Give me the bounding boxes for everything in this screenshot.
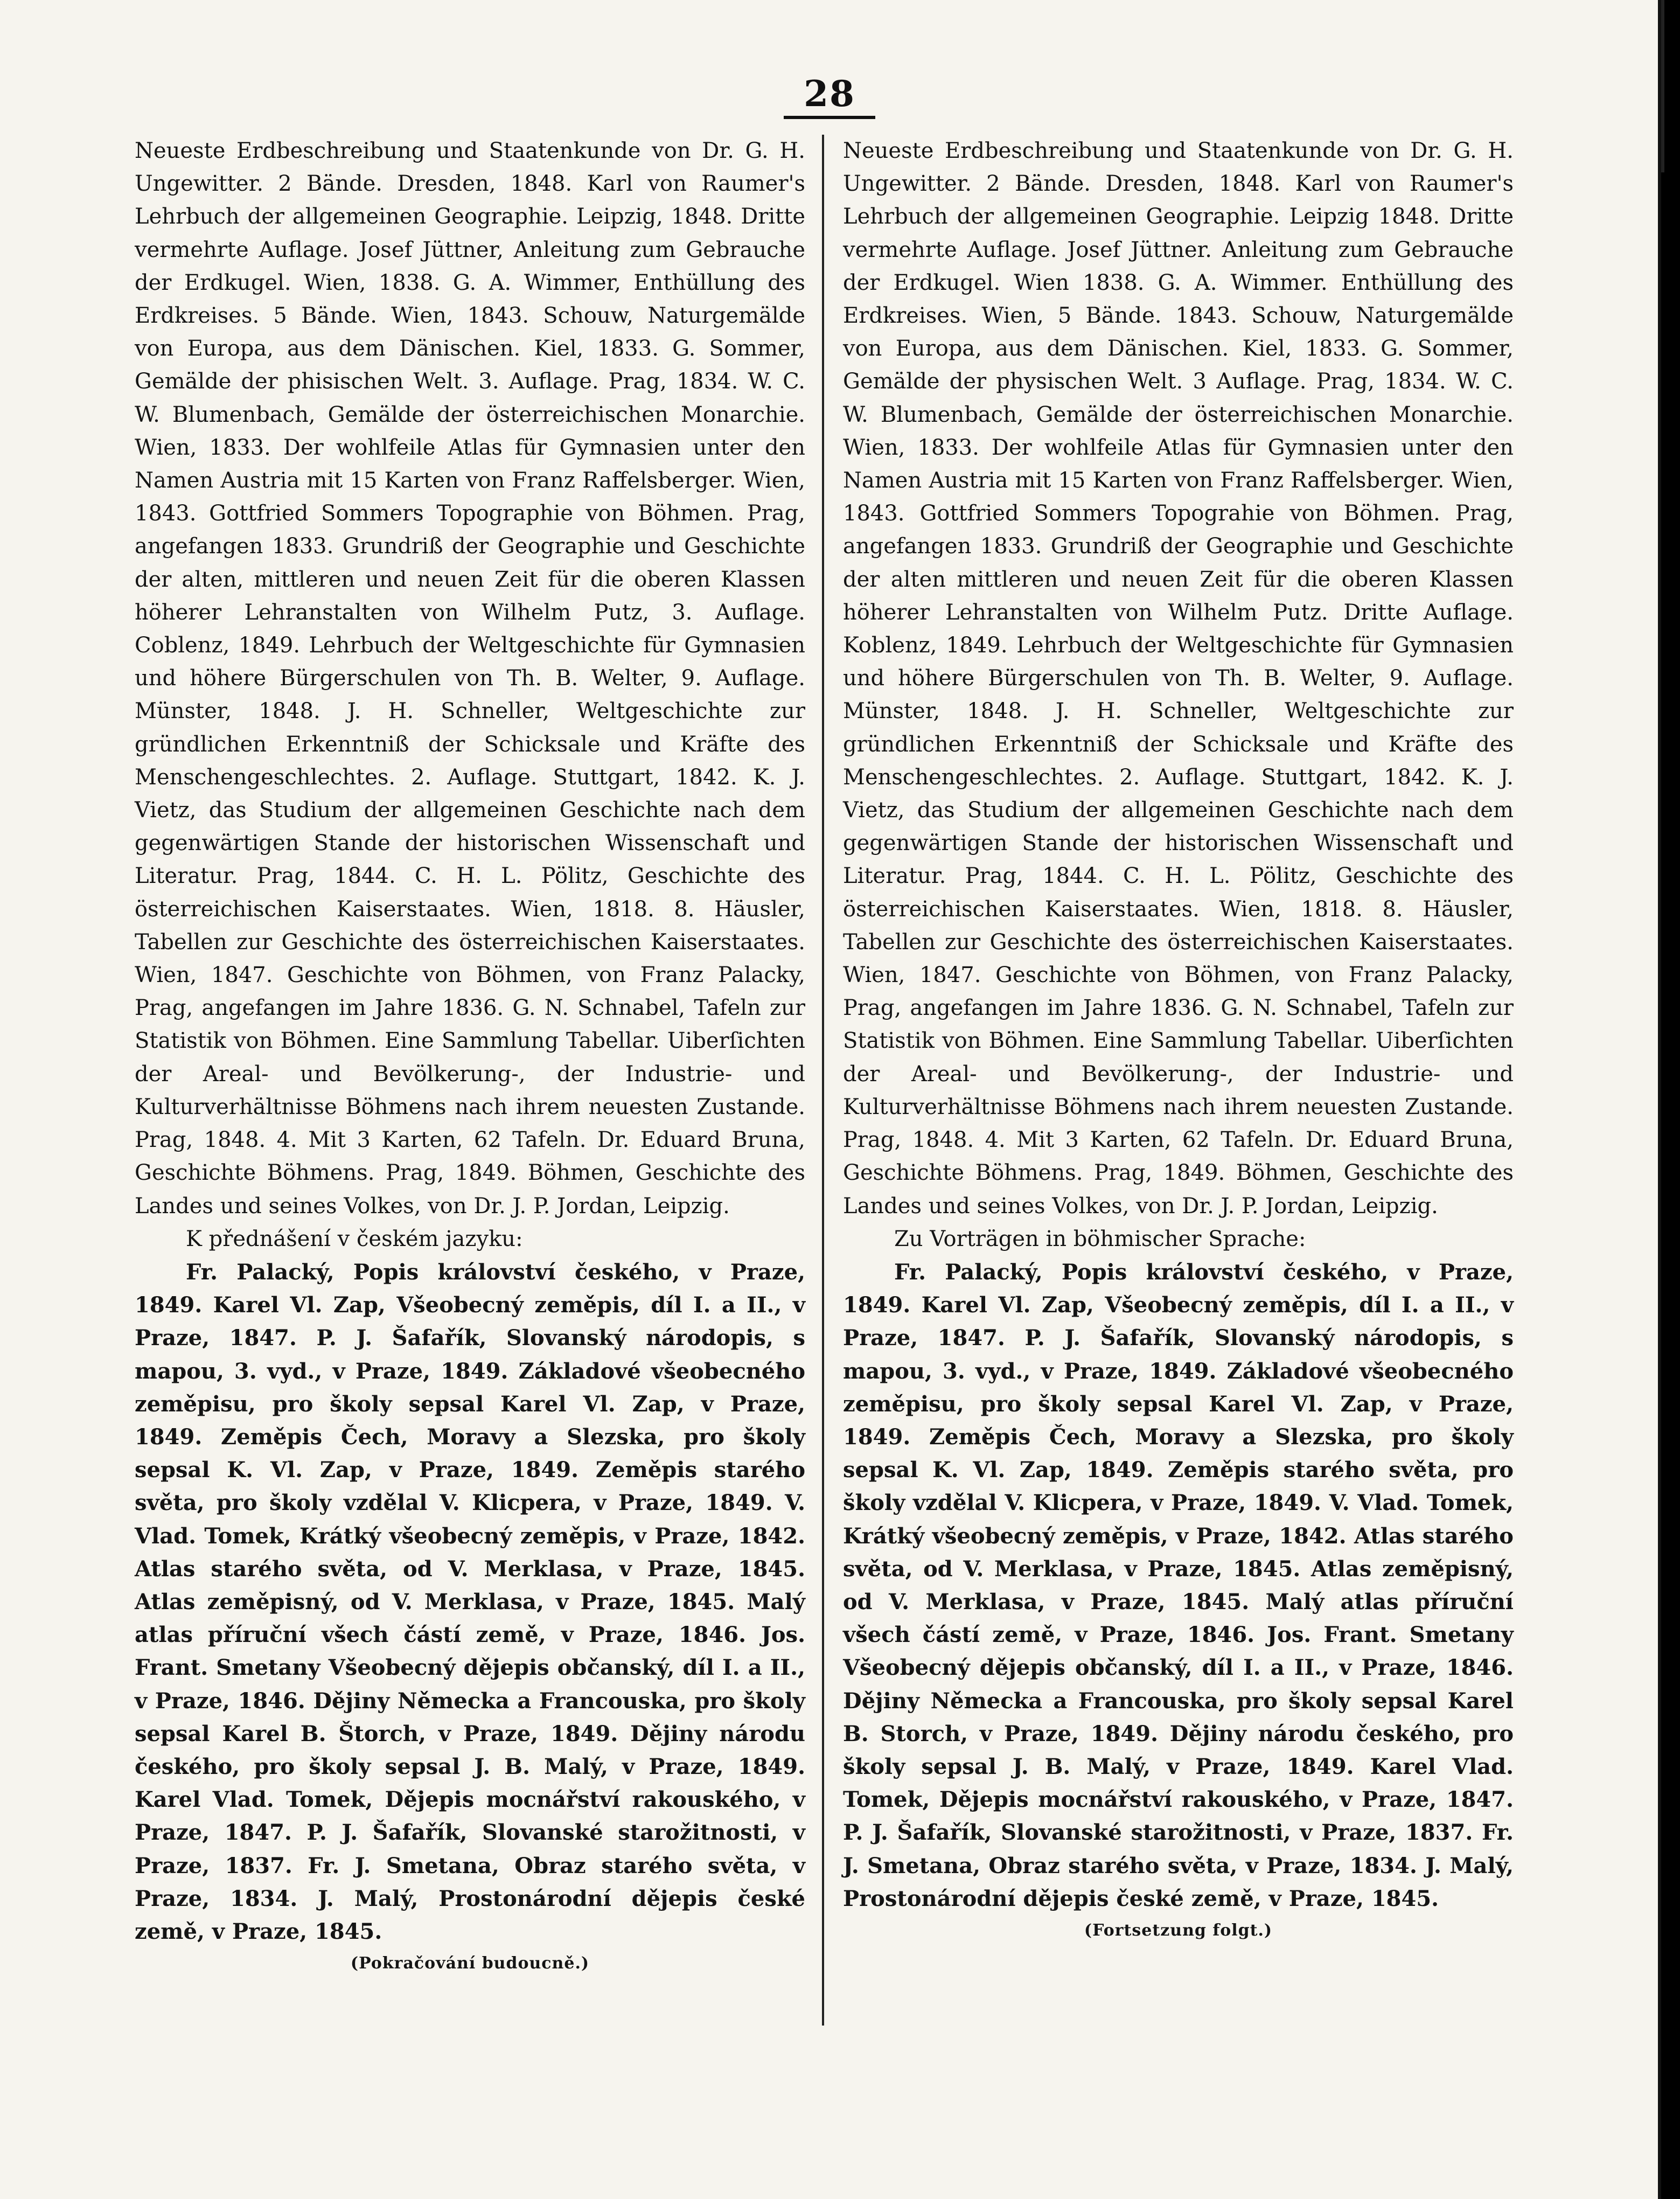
right-column (843, 135, 1514, 1946)
left-czech-heading: K přednášení v českém jazyku: (186, 1226, 523, 1251)
scan-border (1658, 0, 1661, 2199)
right-german-paragraph: Neueste Erdbeschreibung und Staatenkunde von Dr. G. H. Ungewitter. 2 Bände. Dresden, 1848. Karl von Raumer's Lehrbuch der allgemeinen Geographie. Leipzig 1848. Dritte vermehrte Auflage. Josef Jüttner. Anleitung zum Gebrauche der Erdkugel. Wien 1838. G. A. Wimmer. Enthüllung des Erdkreises. Wien, 5 Bände. 1843. Schouw, Naturgemälde von Europa, aus dem Dänischen. Kiel, 1833. G. Sommer, Gemälde der physischen Welt. 3 Auflage. Prag, 1834. W. C. W. Blumenbach, Gemälde der österreichischen Monarchie. Wien, 1833. Der wohlfeile Atlas für Gymnasien unter den Namen Austria mit 15 Karten von Franz Raffelsberger. Wien, 1843. Gottfried Sommers Topograhie von Böhmen. Prag, angefangen 1833. Grundriß der Geographie und Geschichte der alten mittleren und neuen Zeit für die oberen Klassen höherer Lehranstalten von Wilhelm Putz. Dritte Auflage. Koblenz, 1849. Lehrbuch der Weltgeschichte für Gymnasien und höhere Bürgerschulen von Th. B. Welter, 9. Auflage. Münster, 1848. J. H. Schneller, Weltgeschichte zur gründlichen Erkenntniß der Schicksale und Kräfte des Menschengeschlechtes. 2. Auflage. Stuttgart, 1842. K. J. Vietz, das Studium der allgemeinen Geschichte nach dem gegenwärtigen Stande der historischen Wissenschaft und Literatur. Prag, 1844. C. H. L. Pölitz, Geschichte des österreichischen Kaiserstaates. Wien, 1818. 8. Häusler, Tabellen zur Geschichte des österreichischen Kaiserstaates. Wien, 1847. Geschichte von Böhmen, von Franz Palacky, Prag, angefangen im Jahre 1836. G. N. Schnabel, Tafeln zur Statistik von Böhmen. Eine Sammlung Tabellar. Uiberſichten der Areal- und Bevölkerung-, der Industrie- und Kulturverhältnisse Böhmens nach ihrem neuesten Zustande. Prag, 1848. 4. Mit 3 Karten, 62 Tafeln. Dr. Eduard Bruna, Geschichte Böhmens. Prag, 1849. Böhmen, Geschichte des Landes und seines Volkes, von Dr. J. P. Jordan, Leipzig. (843, 138, 1514, 1219)
left-czech-paragraph: Fr. Palacký, Popis království českého, v Praze, 1849. Karel Vl. Zap, Všeobecný zeměpis, díl I. a II., v Praze, 1847. P. J. Šafařík, Slovanský národopis, s mapou, 3. vyd., v Praze, 1849. Základové všeobecného zeměpisu, pro školy sepsal Karel Vl. Zap, v Praze, 1849. Zeměpis Čech, Moravy a Slezska, pro školy sepsal K. Vl. Zap, v Praze, 1849. Zeměpis starého světa, pro školy vzdělal V. Klicpera, v Praze, 1849. V. Vlad. Tomek, Krátký všeobecný zeměpis, v Praze, 1842. Atlas starého světa, od V. Merklasa, v Praze, 1845. Atlas zeměpisný, od V. Merklasa, v Praze, 1845. Malý atlas příruční všech částí země, v Praze, 1846. Jos. Frant. Smetany Všeobecný dějepis občanský, díl I. a II., v Praze, 1846. Dějiny Německa a Francouska, pro školy sepsal Karel B. Štorch, v Praze, 1849. Dějiny národu českého, pro školy sepsal J. B. Malý, v Praze, 1849. Karel Vlad. Tomek, Dějepis mocnářství rakouského, v Praze, 1847. P. J. Šafařík, Slovanské starožitnosti, v Praze, 1837. Fr. J. Smetana, Obraz starého světa, v Praze, 1834. J. Malý, Prostonárodní dějepis české země, v Praze, 1845. (135, 1259, 805, 1944)
page-number: 28 (804, 73, 855, 115)
left-column (135, 135, 805, 1979)
right-czech-heading: Zu Vorträgen in böhmischer Sprache: (894, 1226, 1306, 1251)
right-czech-paragraph: Fr. Palacký, Popis království českého, v Praze, 1849. Karel Vl. Zap, Všeobecný zeměpis, díl I. a II., v Praze, 1847. P. J. Šafařík, Slovanský národopis, s mapou, 3. vyd., v Praze, 1849. Základové všeobecného zeměpisu, pro školy sepsal Karel Vl. Zap, v Praze, 1849. Zeměpis Čech, Moravy a Slezska, pro školy sepsal K. Vl. Zap, 1849. Zeměpis starého světa, pro školy vzdělal V. Klicpera, v Praze, 1849. V. Vlad. Tomek, Krátký všeobecný zeměpis, v Praze, 1842. Atlas starého světa, od V. Merklasa, v Praze, 1845. Atlas zeměpisný, od V. Merklasa, v Praze, 1845. Malý atlas příruční všech částí země, v Praze, 1846. Jos. Frant. Smetany Všeobecný dějepis občanský, díl I. a II., v Praze, 1846. Dějiny Německa a Francouska, pro školy sepsal Karel B. Storch, v Praze, 1849. Dějiny národu českého, pro školy sepsal J. B. Malý, v Praze, 1849. Karel Vlad. Tomek, Dějepis mocnářství rakouského, v Praze, 1847. P. J. Šafařík, Slovanské starožitnosti, v Praze, 1837. Fr. J. Smetana, Obraz starého světa, v Praze, 1834. J. Malý, Prostonárodní dějepis české země, v Praze, 1845. (843, 1259, 1514, 1911)
right-continuation-note: (Fortsetzung folgt.) (1084, 1920, 1273, 1940)
left-continuation-note: (Pokračování budoucně.) (350, 1954, 590, 1973)
header-rule (784, 116, 875, 119)
left-german-paragraph: Neueste Erdbeschreibung und Staatenkunde von Dr. G. H. Ungewitter. 2 Bände. Dresden, 1848. Karl von Raumer's Lehrbuch der allgemeinen Geographie. Leipzig, 1848. Dritte vermehrte Auflage. Josef Jüttner, Anleitung zum Gebrauche der Erdkugel. Wien, 1838. G. A. Wimmer, Enthüllung des Erdkreises. 5 Bände. Wien, 1843. Schouw, Naturgemälde von Europa, aus dem Dänischen. Kiel, 1833. G. Sommer, Gemälde der phisischen Welt. 3. Auflage. Prag, 1834. W. C. W. Blumenbach, Gemälde der österreichischen Monarchie. Wien, 1833. Der wohlfeile Atlas für Gymnasien unter den Namen Austria mit 15 Karten von Franz Raffelsberger. Wien, 1843. Gottfried Sommers Topographie von Böhmen. Prag, angefangen 1833. Grundriß der Geographie und Geschichte der alten, mittleren und neuen Zeit für die oberen Klassen höherer Lehranstalten von Wilhelm Putz, 3. Auflage. Coblenz, 1849. Lehrbuch der Weltgeschichte für Gymnasien und höhere Bürgerschulen von Th. B. Welter, 9. Auflage. Münster, 1848. J. H. Schneller, Weltgeschichte zur gründlichen Erkenntniß der Schicksale und Kräfte des Menschengeschlechtes. 2. Auflage. Stuttgart, 1842. K. J. Vietz, das Studium der allgemeinen Geschichte nach dem gegenwärtigen Stande der historischen Wissenschaft und Literatur. Prag, 1844. C. H. L. Pölitz, Geschichte des österreichischen Kaiserstaates. Wien, 1818. 8. Häusler, Tabellen zur Geschichte des österreichischen Kaiserstaates. Wien, 1847. Geschichte von Böhmen, von Franz Palacky, Prag, angefangen im Jahre 1836. G. N. Schnabel, Tafeln zur Statistik von Böhmen. Eine Sammlung Tabellar. Uiberſichten der Areal- und Bevölkerung-, der Industrie- und Kulturverhältnisse Böhmens nach ihrem neuesten Zustande. Prag, 1848. 4. Mit 3 Karten, 62 Tafeln. Dr. Eduard Bruna, Geschichte Böhmens. Prag, 1849. Böhmen, Geschichte des Landes und seines Volkes, von Dr. J. P. Jordan, Leipzig. (135, 138, 805, 1219)
column-divider (822, 135, 824, 2026)
